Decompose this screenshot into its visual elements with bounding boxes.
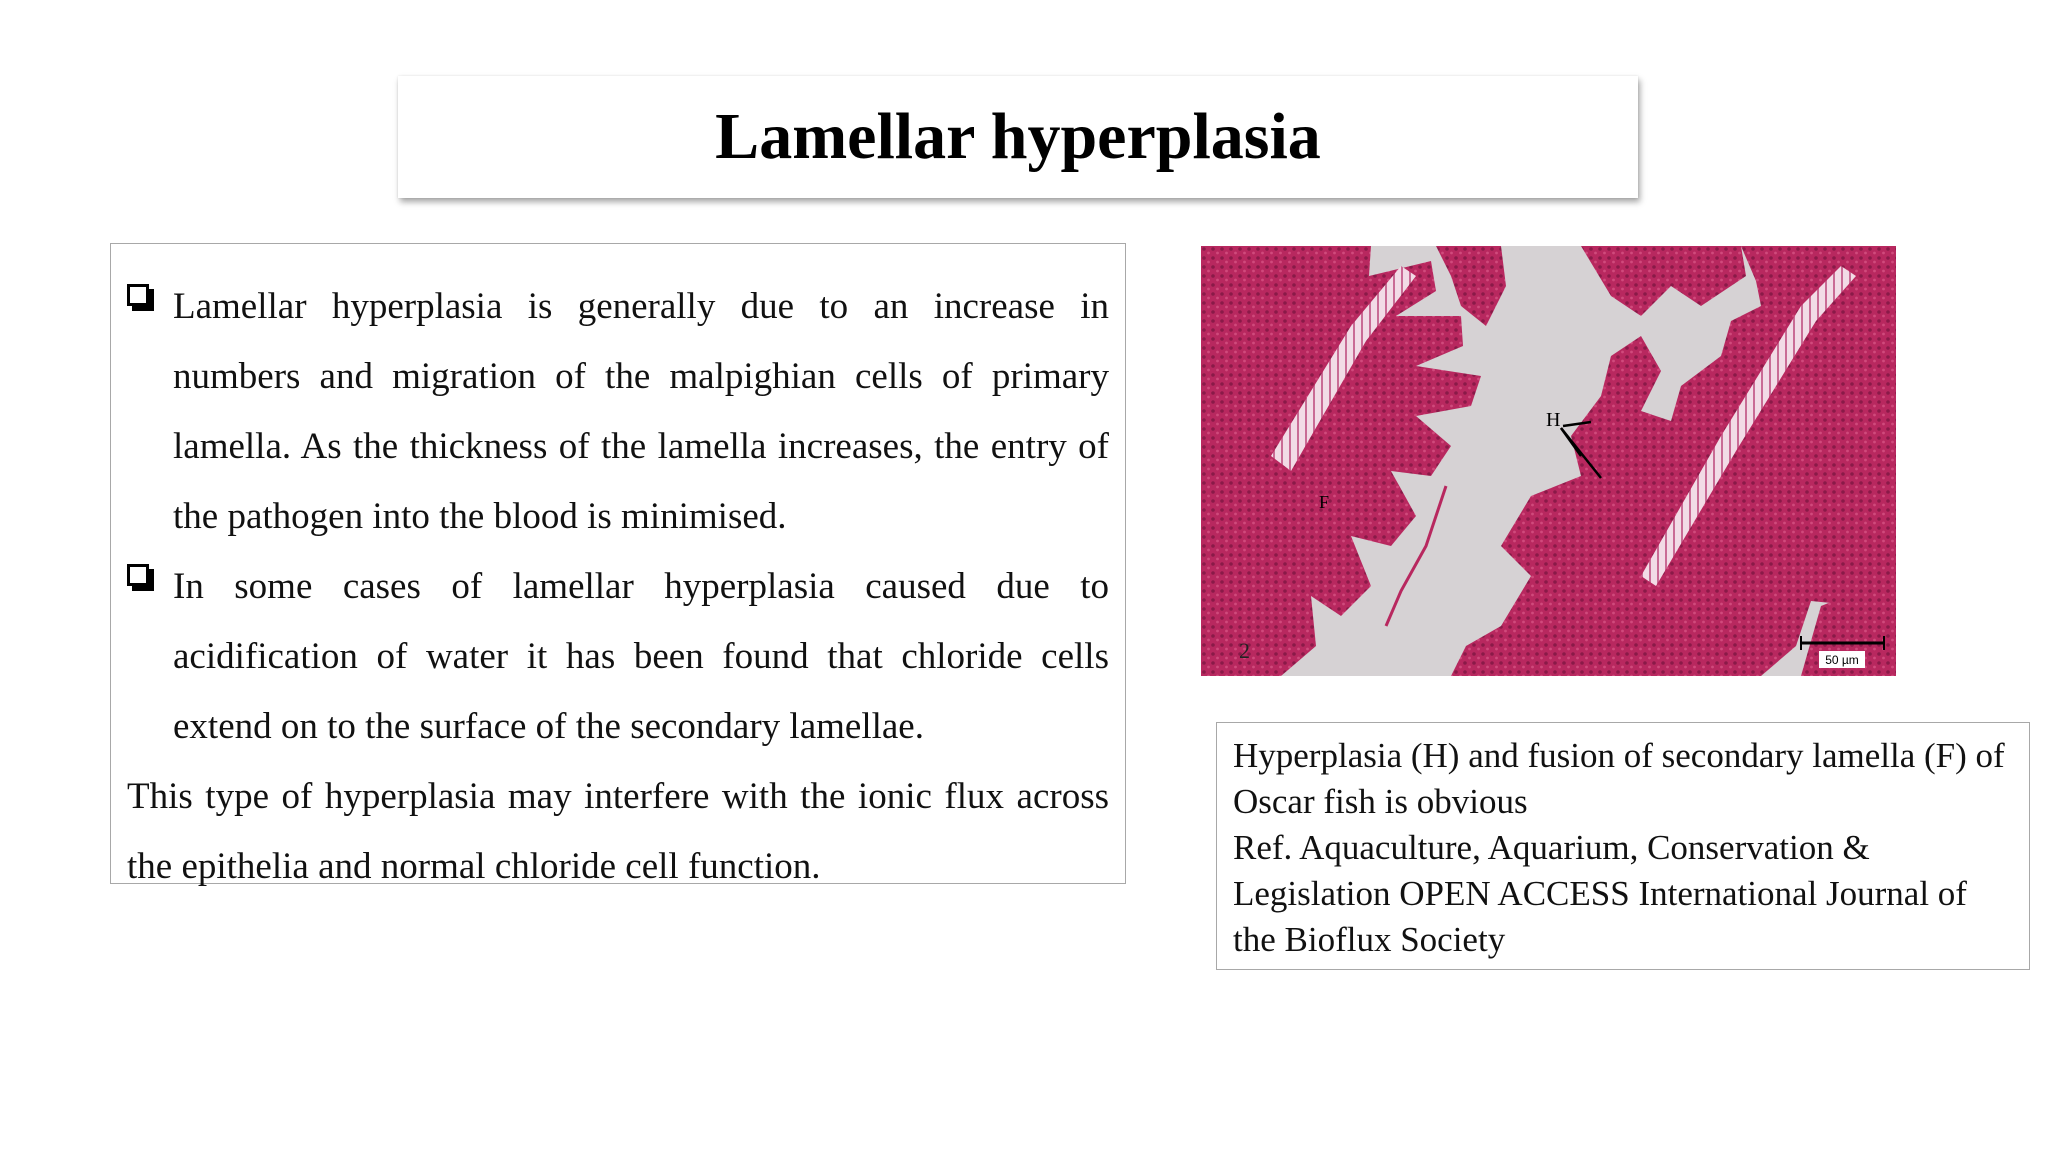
caption-reference: Ref. Aquaculture, Aquarium, Conservation & Legislation OPEN ACCESS International Journal of the Bioflux Society	[1233, 828, 1967, 959]
title-box	[398, 76, 1638, 198]
caption-description: Hyperplasia (H) and fusion of secondary lamella (F) of Oscar fish is obvious	[1233, 736, 2005, 821]
text-box	[110, 243, 1126, 887]
histology-image	[1201, 246, 1896, 676]
bullet-text: In some cases of lamellar hyperplasia caused due to acidification of water it has been found that chloride cells extend on to the surface of the secondary lamellae.	[173, 566, 1109, 747]
scale-bar-label: 50 µm	[1825, 653, 1859, 667]
bullet-text: Lamellar hyperplasia is generally due to an increase in numbers and migration of the malpighian cells of primary lamella. As the thickness of the lamella increases, the entry of the pathogen into the blood is minimised.	[173, 286, 1109, 537]
hollow-square-bullet-icon	[127, 284, 155, 312]
closing-paragraph: This type of hyperplasia may interfere with the ionic flux across the epithelia and normal chloride cell function.	[127, 776, 1109, 887]
slide-title: Lamellar hyperplasia	[715, 100, 1321, 173]
figure-caption	[1216, 722, 2030, 970]
figure-panel-number: 2	[1239, 638, 1250, 663]
bullet-item	[127, 552, 1109, 762]
hollow-square-bullet-icon	[127, 564, 155, 592]
bullet-item	[127, 272, 1109, 552]
figure-label-f: F	[1319, 492, 1330, 512]
figure-label-h: H	[1546, 409, 1561, 431]
